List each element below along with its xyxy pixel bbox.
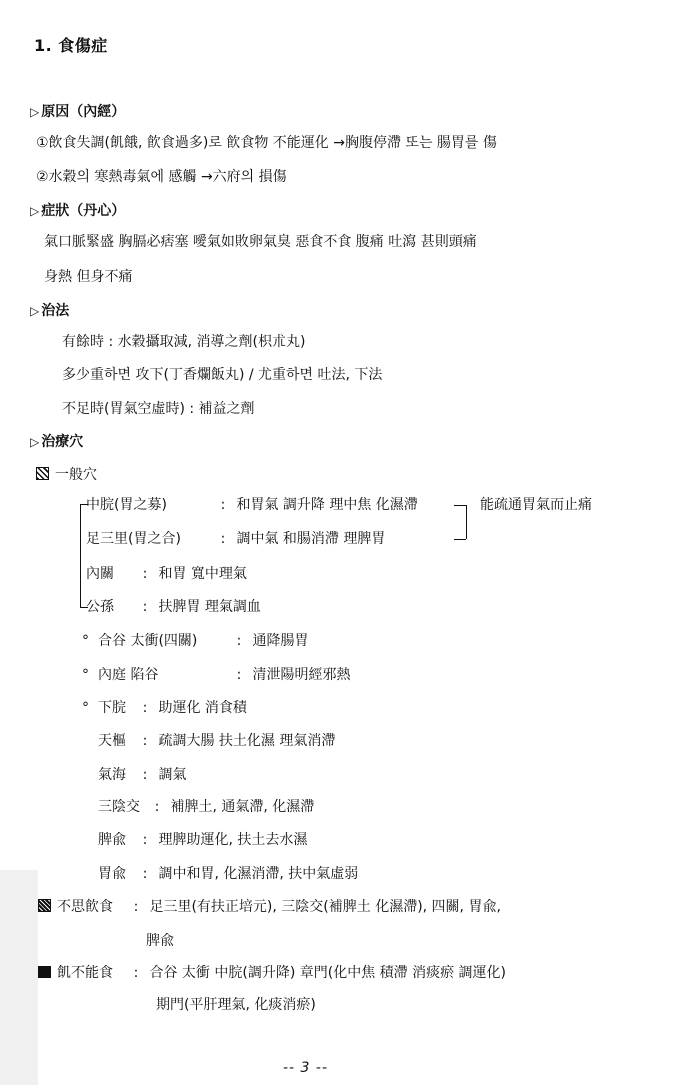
degree-bullet: ° — [82, 633, 89, 649]
colon: : — [133, 899, 139, 915]
point-name: 氣海 — [98, 767, 126, 783]
hungry-desc: 合谷 太衝 中脘(調升降) 章門(化中焦 積滯 消痰瘀 調運化) — [149, 965, 507, 981]
section-title: 1. 食傷症 — [34, 36, 108, 55]
right-bracket-tick — [454, 539, 466, 540]
no-appetite-desc-cont: 脾兪 — [146, 933, 174, 949]
colon: : — [142, 767, 148, 783]
colon: : — [142, 832, 148, 848]
point-name: 足三里(胃之合) — [86, 531, 181, 547]
point-desc: 補脾土, 通氣滯, 化濕滯 — [170, 799, 315, 815]
point-name: 天樞 — [98, 733, 126, 749]
point-row — [98, 831, 307, 849]
point-name: 合谷 太衝(四關) — [98, 633, 198, 649]
treatment-line-2: 多少重하면 攻下(丁香爛飯丸) / 尤重하면 吐法, 下法 — [62, 367, 383, 383]
triangle-bullet-icon: ▷ — [30, 204, 40, 218]
point-desc: 和胃 寬中理氣 — [158, 566, 247, 582]
bracket-row — [86, 598, 261, 616]
point-desc: 清泄陽明經邪熱 — [252, 667, 351, 683]
cause-item-1: ①飲食失調(飢餓, 飮食過多)로 飮食物 不能運化 →胸腹停滯 또는 腸胃를 傷 — [36, 135, 497, 151]
colon: : — [236, 667, 242, 683]
point-name: 胃兪 — [98, 866, 126, 882]
point-row — [98, 865, 358, 883]
point-name: 公孫 — [86, 599, 114, 615]
general-points-label — [36, 466, 97, 484]
point-desc: 通降腸胃 — [252, 633, 309, 649]
point-desc: 理脾助運化, 扶土去水濕 — [158, 832, 308, 848]
point-desc: 調中和胃, 化濕消滯, 扶中氣虛弱 — [158, 866, 359, 882]
bracket-row — [86, 565, 247, 583]
point-desc: 和胃氣 調升降 理中焦 化濕滯 — [236, 497, 418, 513]
degree-bullet: ° — [82, 700, 89, 716]
triangle-bullet-icon: ▷ — [30, 435, 40, 449]
point-desc: 助運化 消食積 — [158, 700, 247, 716]
point-name: 三陰交 — [98, 799, 140, 815]
treatment-line-3: 不足時(胃氣空虛時) : 補益之劑 — [62, 401, 255, 417]
hungry-desc-cont: 期門(平肝理氣, 化痰消瘀) — [156, 997, 316, 1013]
triangle-bullet-icon: ▷ — [30, 304, 40, 318]
no-appetite-label: 不思飮食 — [57, 899, 113, 915]
heading-symptom — [30, 202, 125, 220]
symptom-line-2: 身熱 但身不痛 — [44, 269, 133, 285]
heading-cause-text: 原因（內經） — [41, 104, 126, 120]
colon: : — [142, 700, 148, 716]
general-points-label-text: 一般穴 — [55, 467, 97, 483]
point-desc: 扶脾胃 理氣調血 — [158, 599, 261, 615]
heading-symptom-text: 症狀（丹心） — [41, 203, 126, 219]
heading-treatment — [30, 302, 69, 320]
heading-points-text: 治療穴 — [41, 434, 84, 450]
colon: : — [220, 497, 226, 513]
left-bracket — [80, 504, 81, 608]
solid-square-icon — [38, 966, 51, 978]
cause-item-2: ②水穀의 寒熱毒氣에 感觸 →六府의 損傷 — [36, 169, 287, 185]
colon: : — [142, 599, 148, 615]
colon: : — [133, 965, 139, 981]
treatment-line-1: 有餘時 : 水穀攝取減, 消導之劑(枳朮丸) — [62, 334, 306, 350]
no-appetite-row — [38, 898, 501, 916]
degree-bullet: ° — [82, 667, 89, 683]
colon: : — [142, 566, 148, 582]
colon: : — [220, 531, 226, 547]
hungry-label: 飢不能食 — [57, 965, 113, 981]
colon: : — [236, 633, 242, 649]
no-appetite-desc: 足三里(有扶正培元), 三陰交(補脾土 化濕滯), 四關, 胃兪, — [149, 899, 501, 915]
heading-cause — [30, 103, 125, 121]
point-row — [98, 766, 186, 784]
hatched-square-icon — [36, 467, 49, 480]
symptom-line-1: 氣口脈緊盛 胸膈必痞塞 噯氣如敗卵氣臭 惡食不食 腹痛 吐瀉 甚則頭痛 — [44, 234, 477, 250]
point-row — [82, 699, 247, 717]
heading-treatment-text: 治法 — [41, 303, 70, 319]
point-name: 脾兪 — [98, 832, 126, 848]
bracket-row — [86, 496, 418, 514]
point-row — [98, 732, 335, 750]
point-row — [82, 632, 308, 650]
point-row — [98, 798, 314, 816]
colon: : — [142, 733, 148, 749]
point-desc: 調中氣 和腸消滯 理脾胃 — [236, 531, 386, 547]
scan-shadow — [0, 870, 38, 1085]
point-desc: 調氣 — [158, 767, 187, 783]
bracket-note: 能疏通胃氣而止痛 — [480, 497, 592, 513]
heading-points — [30, 433, 83, 451]
page-number: -- 3 -- — [283, 1060, 329, 1076]
point-row — [82, 666, 350, 684]
triangle-bullet-icon: ▷ — [30, 105, 40, 119]
point-name: 內關 — [86, 566, 114, 582]
point-name: 內庭 陷谷 — [98, 667, 159, 683]
point-name: 中脘(胃之募) — [86, 497, 167, 513]
hungry-row — [38, 964, 506, 982]
hatched-square-icon — [38, 899, 51, 912]
colon: : — [142, 866, 148, 882]
point-name: 下脘 — [98, 700, 126, 716]
bracket-row — [86, 530, 385, 548]
point-desc: 疏調大腸 扶土化濕 理氣消滯 — [158, 733, 336, 749]
colon: : — [154, 799, 160, 815]
right-bracket — [454, 505, 467, 539]
